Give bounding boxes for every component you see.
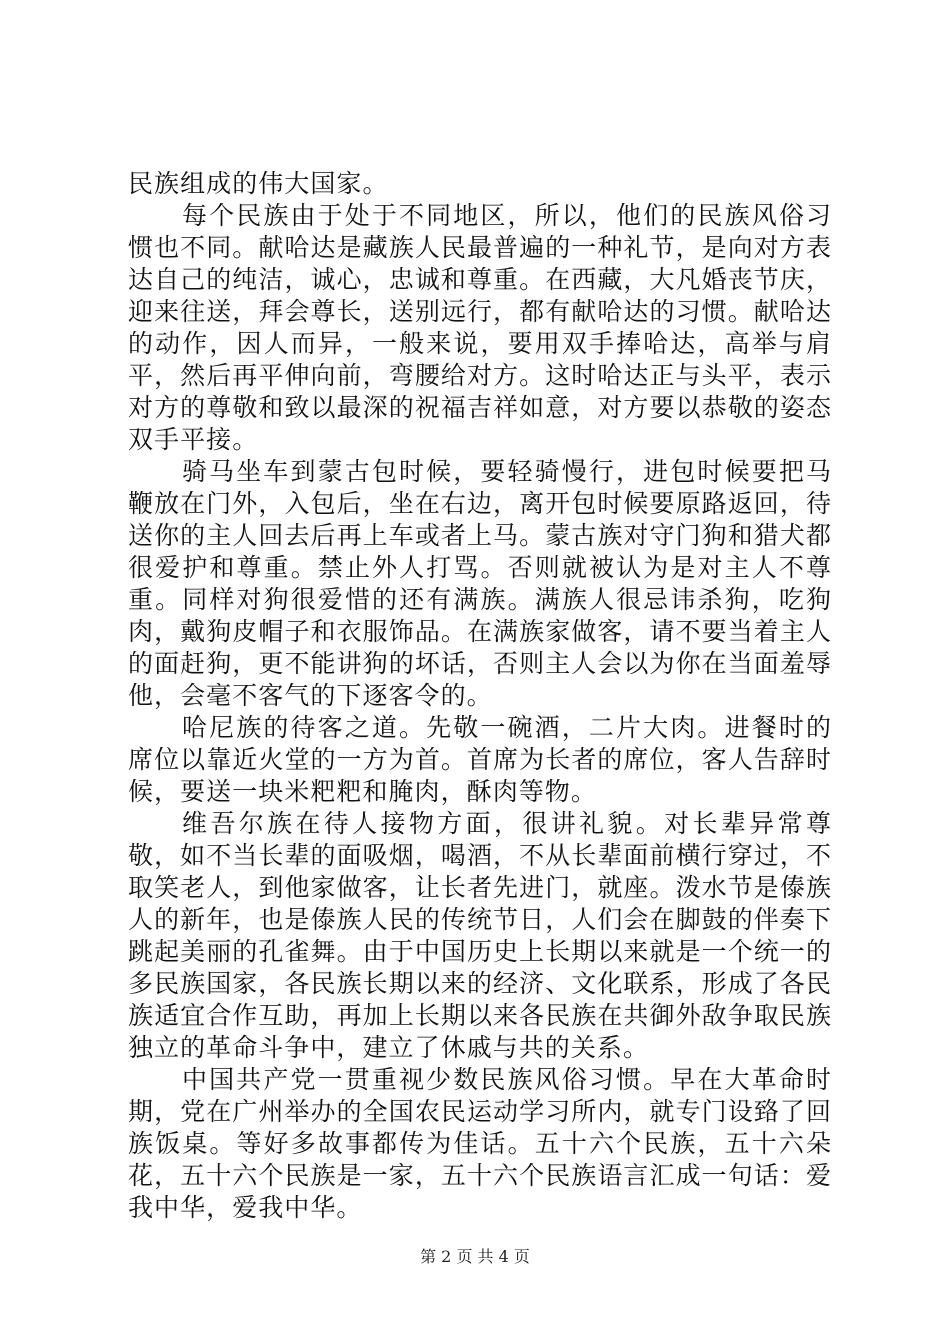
paragraph-hada: 每个民族由于处于不同地区，所以，他们的民族风俗习惯也不同。献哈达是藏族人民最普遍的一种礼节，是向对方表达自己的纯洁，诚心，忠诚和尊重。在西藏，大凡婚丧节庆，迎来往送，拜会尊长，送别远行，都有献哈达的习惯。献哈达的动作，因人而异，一般来说，要用双手捧哈达，高举与肩平，然后再平伸向前，弯腰给对方。这时哈达正与头平，表示对方的尊敬和致以最深的祝福吉祥如意，对方要以恭敬的姿态双手平接。 (128, 201, 832, 454)
paragraph-mongolian-custom: 骑马坐车到蒙古包时候，要轻骑慢行，进包时候要把马鞭放在门外，入包后，坐在右边，离开包时候要原路返回，待送你的主人回去后再上车或者上马。蒙古族对守门狗和猎犬都很爱护和尊重。禁止外人打骂。否则就被认为是对主人不尊重。同样对狗很爱惜的还有满族。满族人很忌讳杀狗，吃狗肉，戴狗皮帽子和衣服饰品。在满族家做客，请不要当着主人的面赶狗，更不能讲狗的坏话，否则主人会以为你在当面羞辱他，会毫不客气的下逐客令的。 (128, 457, 832, 710)
paragraph-continuation: 民族组成的伟大国家。 (128, 169, 389, 198)
paragraph-hani-custom: 哈尼族的待客之道。先敬一碗酒，二片大肉。进餐时的席位以靠近火堂的一方为首。首席为长者的席位，客人告辞时候，要送一块米粑粑和腌肉，酥肉等物。 (128, 713, 832, 806)
page-footer: 第 2 页 共 4 页 (420, 1247, 530, 1266)
paragraph-party-policy: 中国共产党一贯重视少数民族风俗习惯。早在大革命时期，党在广州举办的全国农民运动学习所内，就专门设臵了回族饭桌。等好多故事都传为佳话。五十六个民族，五十六朵花，五十六个民族是一家，五十六个民族语言汇成一句话：爱我中华，爱我中华。 (128, 1065, 832, 1222)
document-body (128, 168, 832, 1224)
paragraph-uyghur-custom: 维吾尔族在待人接物方面，很讲礼貌。对长辈异常尊敬，如不当长辈的面吸烟，喝酒，不从长辈面前横行穿过，不取笑老人，到他家做客，让长者先进门，就座。泼水节是傣族人的新年，也是傣族人民的传统节日，人们会在脚鼓的伴奏下跳起美丽的孔雀舞。由于中国历史上长期以来就是一个统一的多民族国家，各民族长期以来的经济、文化联系，形成了各民族适宜合作互助，再加上长期以来各民族在共御外敌争取民族独立的革命斗争中，建立了休戚与共的关系。 (128, 809, 832, 1062)
